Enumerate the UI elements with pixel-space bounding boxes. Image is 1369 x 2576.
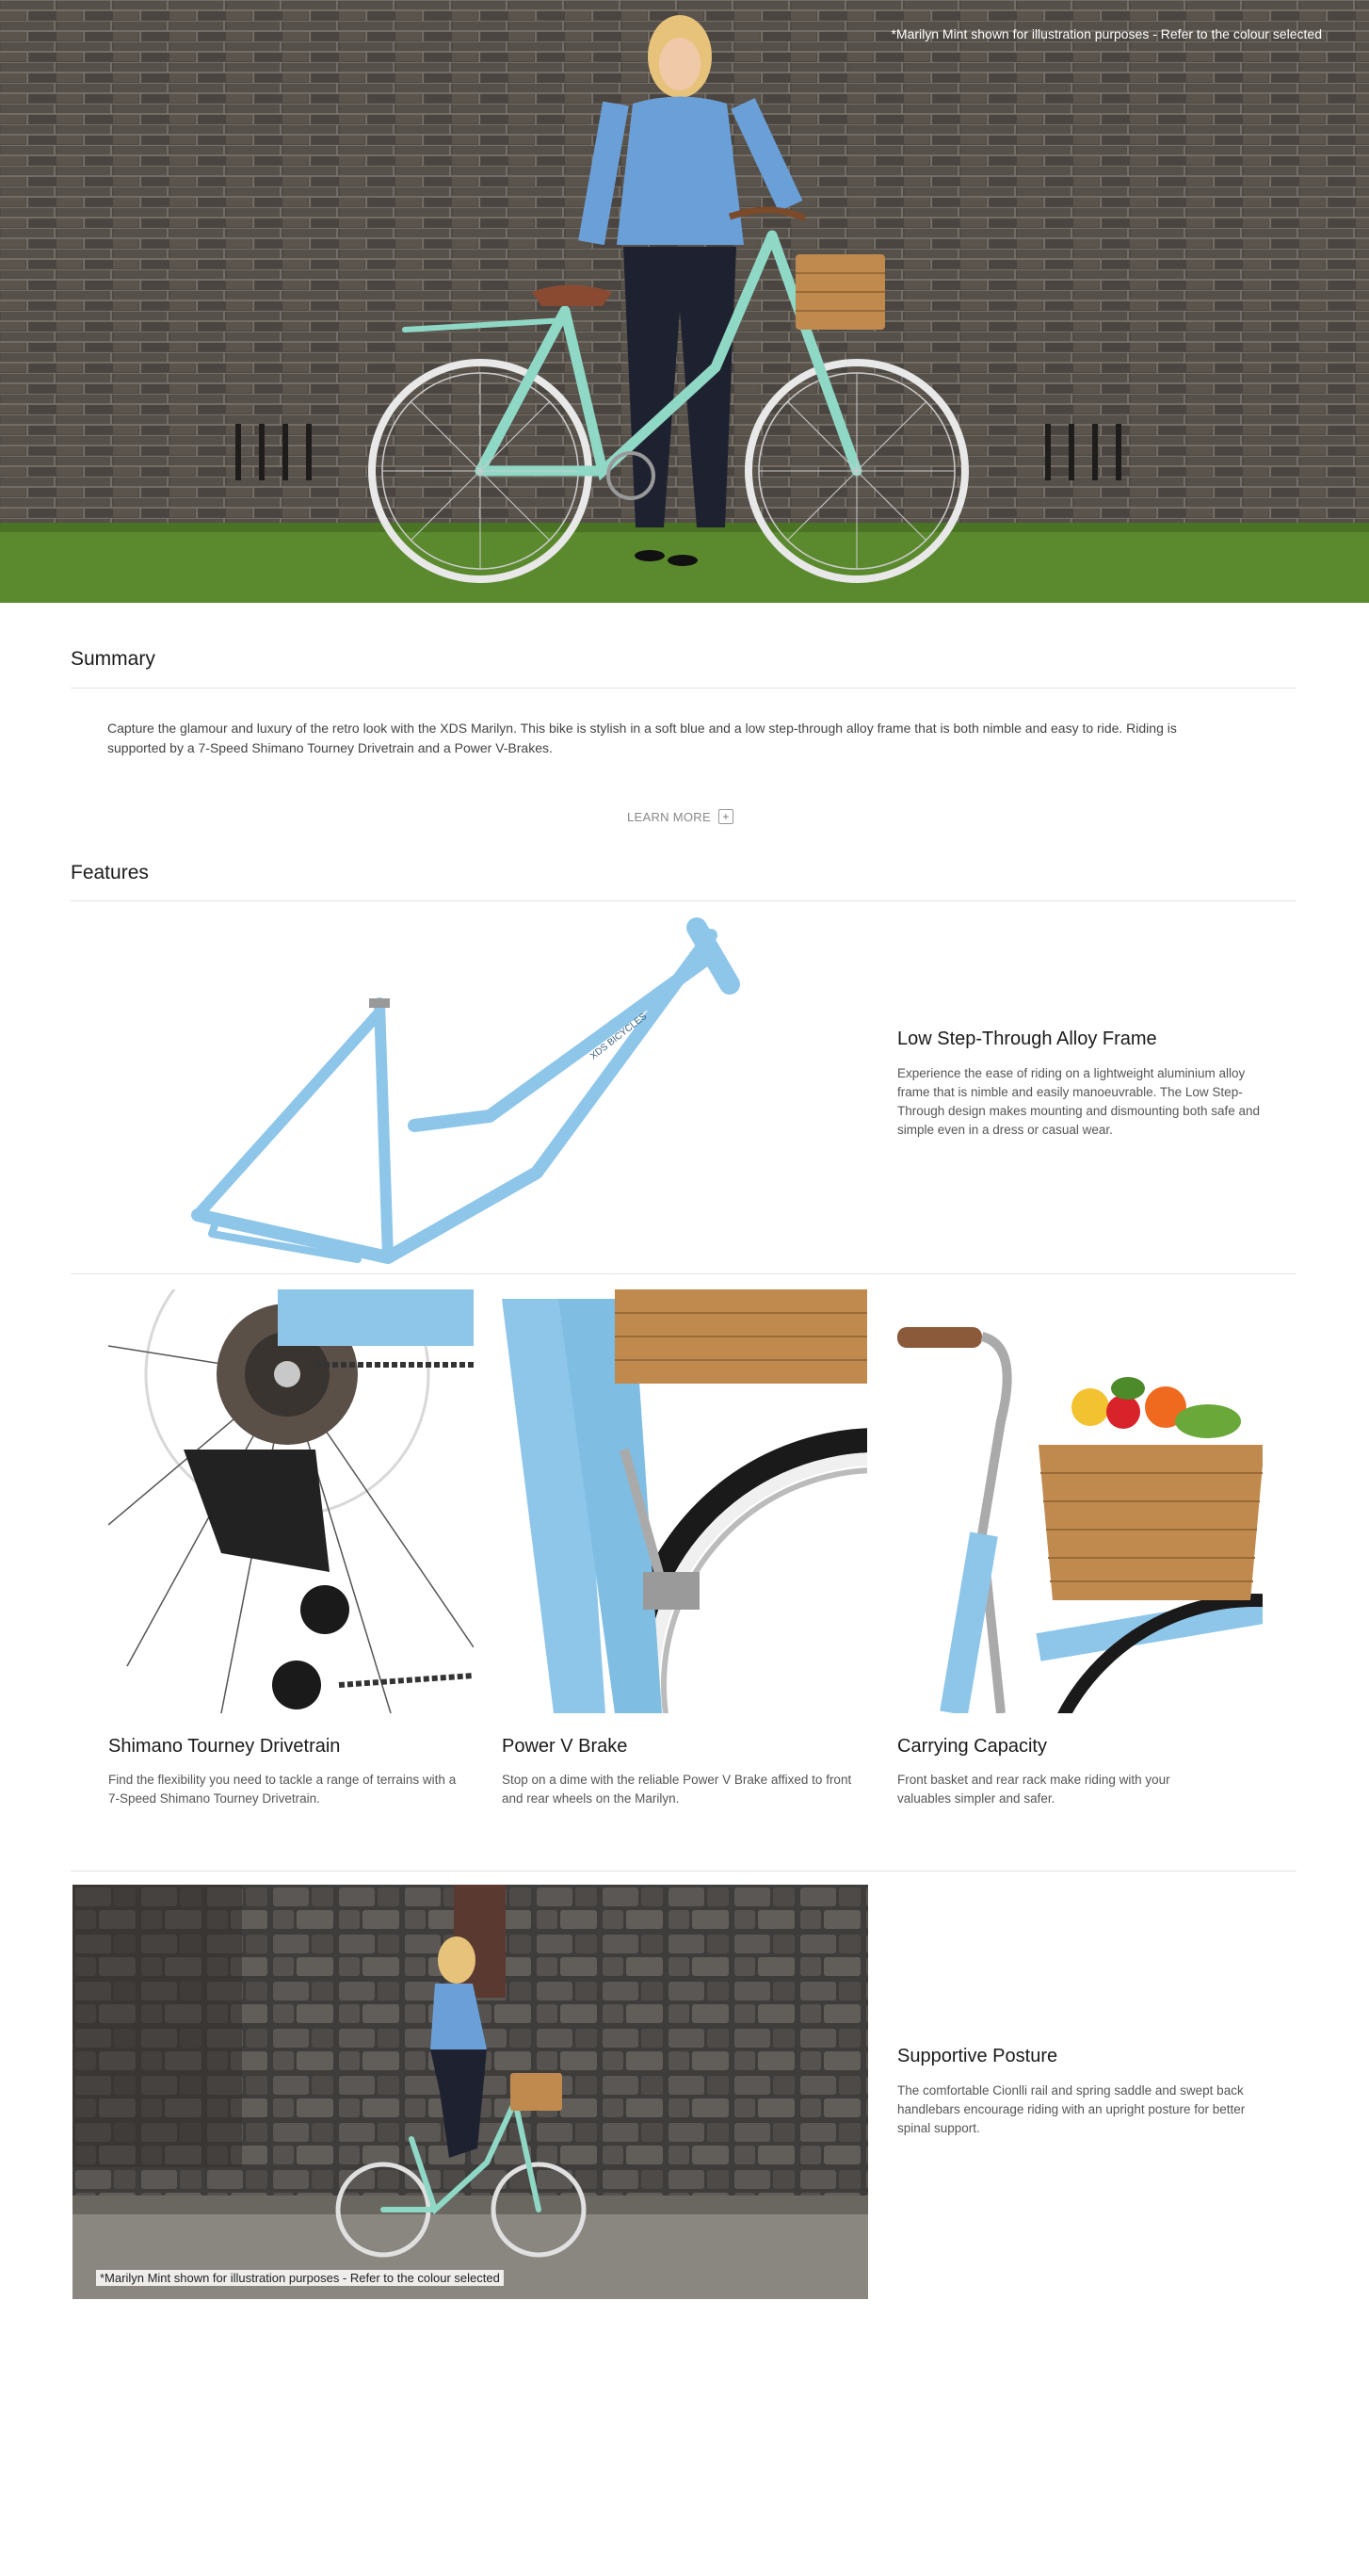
summary-divider xyxy=(71,688,1297,689)
plus-icon: + xyxy=(718,809,733,824)
basket-title: Carrying Capacity xyxy=(897,1736,1047,1757)
basket-image xyxy=(897,1289,1263,1713)
hero-image xyxy=(0,0,1369,603)
posture-desc: The comfortable Cionlli rail and spring saddle and swept back handlebars encourage riding with an upright posture for better spinal support. xyxy=(897,2083,1246,2135)
frame-divider xyxy=(71,1273,1297,1274)
drivetrain-image xyxy=(108,1289,474,1713)
posture-title: Supportive Posture xyxy=(897,2046,1058,2066)
frame-illustration xyxy=(169,909,763,1267)
learn-more-label: LEARN MORE xyxy=(627,809,711,824)
brake-photo xyxy=(502,1289,867,1713)
posture-image xyxy=(72,1885,868,2299)
features-heading: Features xyxy=(71,862,149,883)
learn-more-button[interactable] xyxy=(627,809,733,824)
summary-text: Capture the glamour and luxury of the retro look with the XDS Marilyn. This bike is stylish in a soft blue and a low step-through alloy frame that is both nimble and easy to ride. Riding is supported by a 7-Speed Shimano Tourney Drivetrain and a Power V-Brakes. xyxy=(107,721,1177,755)
hero-photo xyxy=(0,0,1369,603)
frame-brand-text: XDS BICYCLES xyxy=(588,1011,650,1062)
frame-desc: Experience the ease of riding on a lightweight aluminium alloy frame that is nimble and easily manoeuvrable. The Low Step-Through design makes mounting and dismounting both safe and simple even in a dress or casual wear. xyxy=(897,1066,1261,1137)
hero-caption: *Marilyn Mint shown for illustration purposes - Refer to the colour selected xyxy=(891,26,1322,41)
posture-caption: *Marilyn Mint shown for illustration purposes - Refer to the colour selected xyxy=(96,2270,504,2286)
basket-desc: Front basket and rear rack make riding with your valuables simpler and safer. xyxy=(897,1773,1170,1806)
basket-photo xyxy=(897,1289,1263,1713)
drivetrain-photo xyxy=(108,1289,474,1713)
frame-image xyxy=(169,909,763,1267)
frame-title: Low Step-Through Alloy Frame xyxy=(897,1029,1157,1049)
drivetrain-title: Shimano Tourney Drivetrain xyxy=(108,1736,341,1757)
brake-desc: Stop on a dime with the reliable Power V Brake affixed to front and rear wheels on the Marilyn. xyxy=(502,1773,852,1806)
summary-heading: Summary xyxy=(71,648,155,670)
drivetrain-desc: Find the flexibility you need to tackle a range of terrains with a 7-Speed Shimano Tourney Drivetrain. xyxy=(108,1773,457,1806)
features-divider xyxy=(71,900,1297,901)
brake-image xyxy=(502,1289,867,1713)
brake-title: Power V Brake xyxy=(502,1736,628,1757)
posture-photo xyxy=(72,1885,868,2299)
